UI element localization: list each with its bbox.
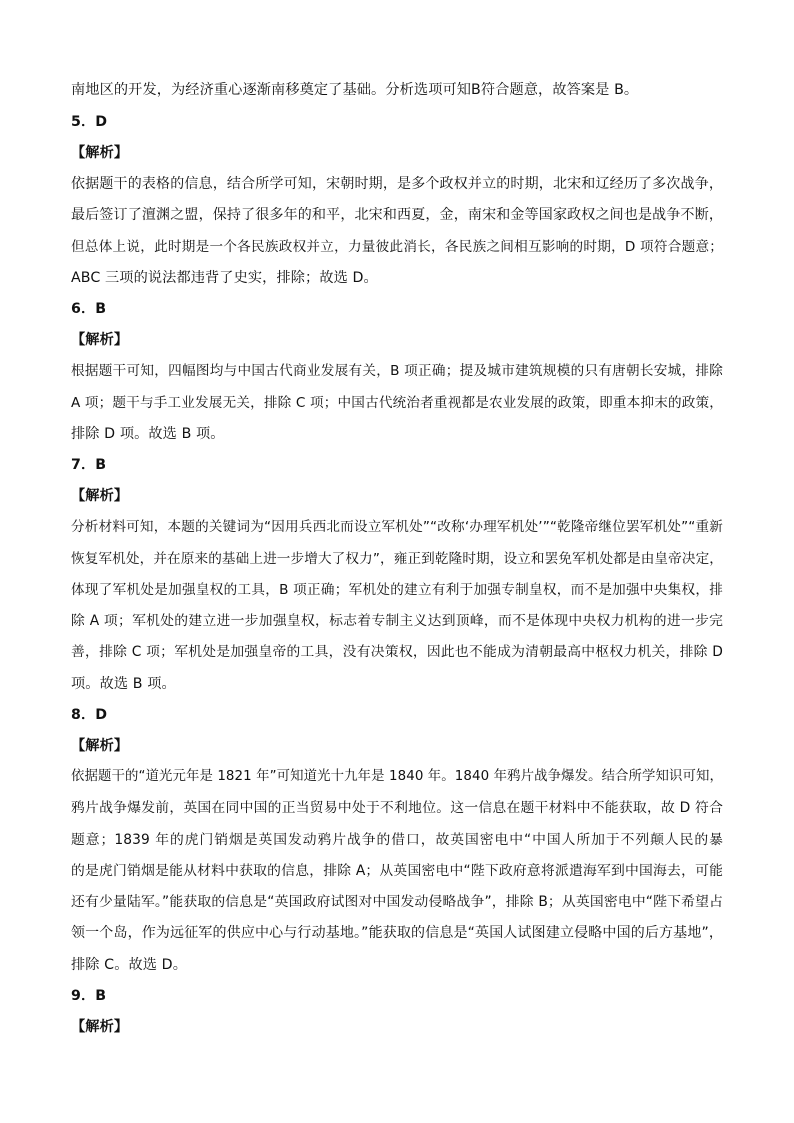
text-line: 领一个岛，作为远征军的供应中心与行动基地。”能获取的信息是“英国人试图建立侵略中国的后方基地”， <box>71 925 723 941</box>
text-line: 排除 C。故选 D。 <box>71 957 187 973</box>
text-line: 题意；1839 年的虎门销烟是英国发动鸦片战争的借口，故英国密电中“中国人所加于不列颠人民的暴 <box>71 832 723 848</box>
text-line: 依据题干的表格的信息，结合所学可知，宋朝时期，是多个政权并立的时期，北宋和辽经历了多次战争， <box>71 176 723 192</box>
text-line: 分析材料可知，本题的关键词为“因用兵西北而设立军机处”“改称‘办理军机处’”“乾隆帝继位罢军机处”“重新 <box>71 519 723 535</box>
text-line: 善，排除 C 项；军机处是加强皇帝的工具，没有决策权，因此也不能成为清朝最高中枢权力机关，排除 D <box>71 644 723 660</box>
text-line: 但总体上说，此时期是一个各民族政权并立，力量彼此消长，各民族之间相互影响的时期，D 项符合题意； <box>71 239 723 255</box>
answer-heading-7: 7．B <box>71 457 107 473</box>
text-line: 南地区的开发，为经济重心逐渐南移奠定了基础。分析选项可知B符合题意，故答案是 B。 <box>71 82 639 98</box>
text-line: 体现了军机处是加强皇权的工具，B 项正确；军机处的建立有利于加强专制皇权，而不是加强中央集权，排 <box>71 582 723 598</box>
answer-heading-6: 6．B <box>71 301 107 317</box>
text-line: 鸦片战争爆发前，英国在同中国的正当贸易中处于不利地位。这一信息在题干材料中不能获取，故 D 符合 <box>71 800 723 816</box>
analysis-label: 【解析】 <box>71 332 129 348</box>
text-line: 项。故选 B 项。 <box>71 676 176 692</box>
text-line: 的是虎门销烟是能从材料中获取的信息，排除 A；从英国密电中“陛下政府意将派遣海军到中国海去，可能 <box>71 863 723 879</box>
answer-heading-8: 8．D <box>71 707 108 723</box>
text-line: ABC 三项的说法都违背了史实，排除；故选 D。 <box>71 270 378 286</box>
text-line: A 项；题干与手工业发展无关，排除 C 项；中国古代统治者重视都是农业发展的政策，即重本抑末的政策， <box>71 395 723 411</box>
answer-heading-5: 5．D <box>71 114 108 130</box>
analysis-label: 【解析】 <box>71 145 129 161</box>
text-line: 依据题干的“道光元年是 1821 年”可知道光十九年是 1840 年。1840 年鸦片战争爆发。结合所学知识可知， <box>71 769 723 784</box>
analysis-label: 【解析】 <box>71 1019 129 1035</box>
text-line: 恢复军机处，并在原来的基础上进一步增大了权力”，雍正到乾隆时期，设立和罢免军机处都是由皇帝决定， <box>71 551 723 567</box>
text-line: 还有少量陆军。”能获取的信息是“英国政府试图对中国发动侵略战争”，排除 B；从英国密电中“陛下希望占 <box>71 894 723 910</box>
analysis-label: 【解析】 <box>71 738 129 754</box>
text-line: 最后签订了澶渊之盟，保持了很多年的和平，北宋和西夏，金，南宋和金等国家政权之间也是战争不断， <box>71 207 723 223</box>
answer-heading-9: 9．B <box>71 988 107 1004</box>
text-line: 根据题干可知，四幅图均与中国古代商业发展有关，B 项正确；提及城市建筑规模的只有唐朝长安城，排除 <box>71 363 723 379</box>
text-line: 排除 D 项。故选 B 项。 <box>71 426 225 442</box>
text-line: 除 A 项；军机处的建立进一步加强皇权，标志着专制主义达到顶峰，而不是体现中央权力机构的进一步完 <box>71 613 723 629</box>
analysis-label: 【解析】 <box>71 488 129 504</box>
